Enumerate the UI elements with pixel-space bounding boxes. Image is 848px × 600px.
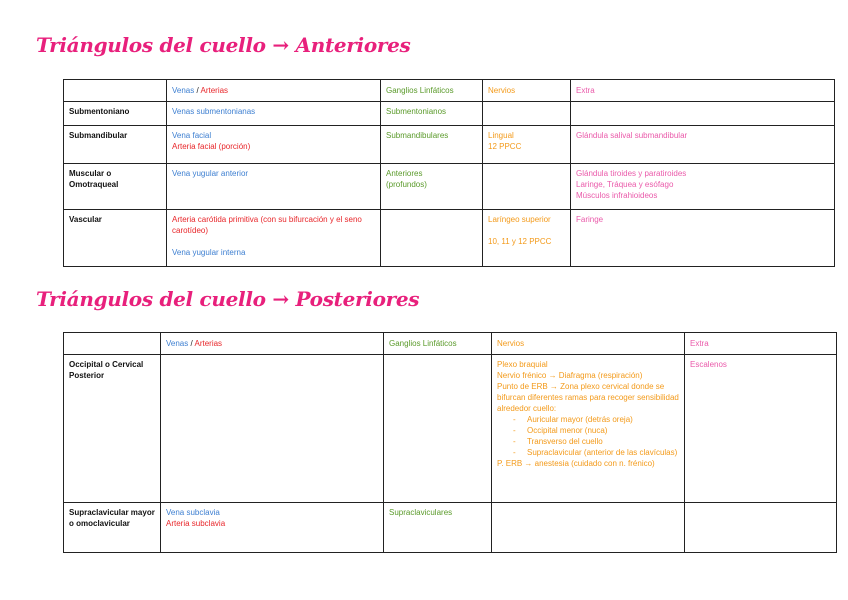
header-empty <box>64 333 161 355</box>
row-name: Vascular <box>64 210 167 267</box>
header-venas: Venas <box>172 86 195 95</box>
cell-extra-item: Músculos infrahioideos <box>576 191 658 200</box>
cell-venas-arterias <box>167 126 381 164</box>
cell-extra-item: Laringe, Tráquea y esófago <box>576 180 674 189</box>
cell-ganglio: Anteriores <box>386 169 423 178</box>
cell-nervio: 12 PPCC <box>488 142 522 151</box>
table-header-row <box>64 80 835 102</box>
cell-extra <box>571 164 835 210</box>
header-nervios: Nervios <box>483 80 571 102</box>
table-row-supraclavicular <box>64 503 837 553</box>
header-arterias: Arterias <box>194 339 223 348</box>
cell-ganglio: (profundos) <box>386 180 427 189</box>
cell-arteria: Arteria facial (porción) <box>172 142 251 151</box>
cell-ganglios <box>384 355 492 503</box>
header-venas: Venas <box>166 339 189 348</box>
cell-nervios <box>492 503 685 553</box>
cell-spacer <box>172 236 375 247</box>
cell-ganglios <box>381 164 483 210</box>
table-row-submandibular <box>64 126 835 164</box>
header-ganglios: Ganglios Linfáticos <box>381 80 483 102</box>
row-name: Submandibular <box>64 126 167 164</box>
header-arterias: Arterias <box>200 86 229 95</box>
cell-nervio: Lingual <box>488 131 514 140</box>
table-anteriores <box>63 79 835 267</box>
table-posteriores <box>63 332 837 553</box>
cell-venas-arterias <box>161 503 384 553</box>
cell-nervios <box>483 210 571 267</box>
header-empty <box>64 80 167 102</box>
section-title-anteriores: Triángulos del cuello → Anteriores <box>36 33 411 57</box>
cell-arteria: Arteria carótida primitiva (con su bifurcación y el seno carotídeo) <box>172 215 362 235</box>
header-ganglios: Ganglios Linfáticos <box>384 333 492 355</box>
cell-nervios <box>483 126 571 164</box>
header-slash: / <box>188 339 195 348</box>
cell-nervios <box>483 164 571 210</box>
cell-ganglios: Submandibulares <box>381 126 483 164</box>
cell-ganglios: Supraclaviculares <box>384 503 492 553</box>
table-row-submentoniano <box>64 102 835 126</box>
cell-venas: Venas submentonianas <box>167 102 381 126</box>
cell-nervio: 10, 11 y 12 PPCC <box>488 237 552 246</box>
cell-extra: Escalenos <box>685 355 837 503</box>
cell-arteria: Arteria subclavia <box>166 519 226 528</box>
nervios-branch-list <box>497 414 679 458</box>
list-item: - Occipital menor (nuca) <box>513 425 679 436</box>
cell-nervio: Laríngeo superior <box>488 215 551 224</box>
table-header-row <box>64 333 837 355</box>
cell-vena: Vena subclavia <box>166 508 220 517</box>
cell-extra: Faringe <box>571 210 835 267</box>
header-slash: / <box>194 86 201 95</box>
list-item: - Auricular mayor (detrás oreja) <box>513 414 679 425</box>
section-title-posteriores: Triángulos del cuello → Posteriores <box>36 287 420 311</box>
header-venas-arterias <box>167 80 381 102</box>
cell-venas: Vena yugular anterior <box>167 164 381 210</box>
row-name: Occipital o Cervical Posterior <box>64 355 161 503</box>
cell-nervio: Plexo braquial <box>497 360 548 369</box>
cell-extra <box>571 102 835 126</box>
table-row-vascular <box>64 210 835 267</box>
table-row-muscular <box>64 164 835 210</box>
header-extra: Extra <box>571 80 835 102</box>
cell-ganglios: Submentonianos <box>381 102 483 126</box>
header-nervios: Nervios <box>492 333 685 355</box>
cell-vena: Vena facial <box>172 131 212 140</box>
cell-extra <box>685 503 837 553</box>
row-name: Muscular o Omotraqueal <box>64 164 167 210</box>
cell-venas-arterias <box>167 210 381 267</box>
cell-spacer <box>488 225 565 236</box>
row-name: Submentoniano <box>64 102 167 126</box>
header-venas-arterias <box>161 333 384 355</box>
row-name: Supraclavicular mayor o omoclavicular <box>64 503 161 553</box>
cell-extra-item: Glándula tiroides y paratiroides <box>576 169 687 178</box>
cell-nervios <box>492 355 685 503</box>
cell-nervio: P. ERB → anestesia (cuidado con n. frénico) <box>497 459 655 468</box>
cell-nervios <box>483 102 571 126</box>
cell-vena: Vena yugular interna <box>172 248 246 257</box>
cell-extra: Glándula salival submandibular <box>571 126 835 164</box>
cell-ganglios <box>381 210 483 267</box>
list-item: - Supraclavicular (anterior de las clavículas) <box>513 447 679 458</box>
header-extra: Extra <box>685 333 837 355</box>
cell-nervio: Punto de ERB → Zona plexo cervical donde se bifurcan diferentes ramas para recoger sensibilidad alrededor cuello: <box>497 382 679 413</box>
list-item: - Transverso del cuello <box>513 436 679 447</box>
table-row-occipital <box>64 355 837 503</box>
cell-venas-arterias <box>161 355 384 503</box>
cell-nervio: Nervio frénico → Diafragma (respiración) <box>497 371 643 380</box>
